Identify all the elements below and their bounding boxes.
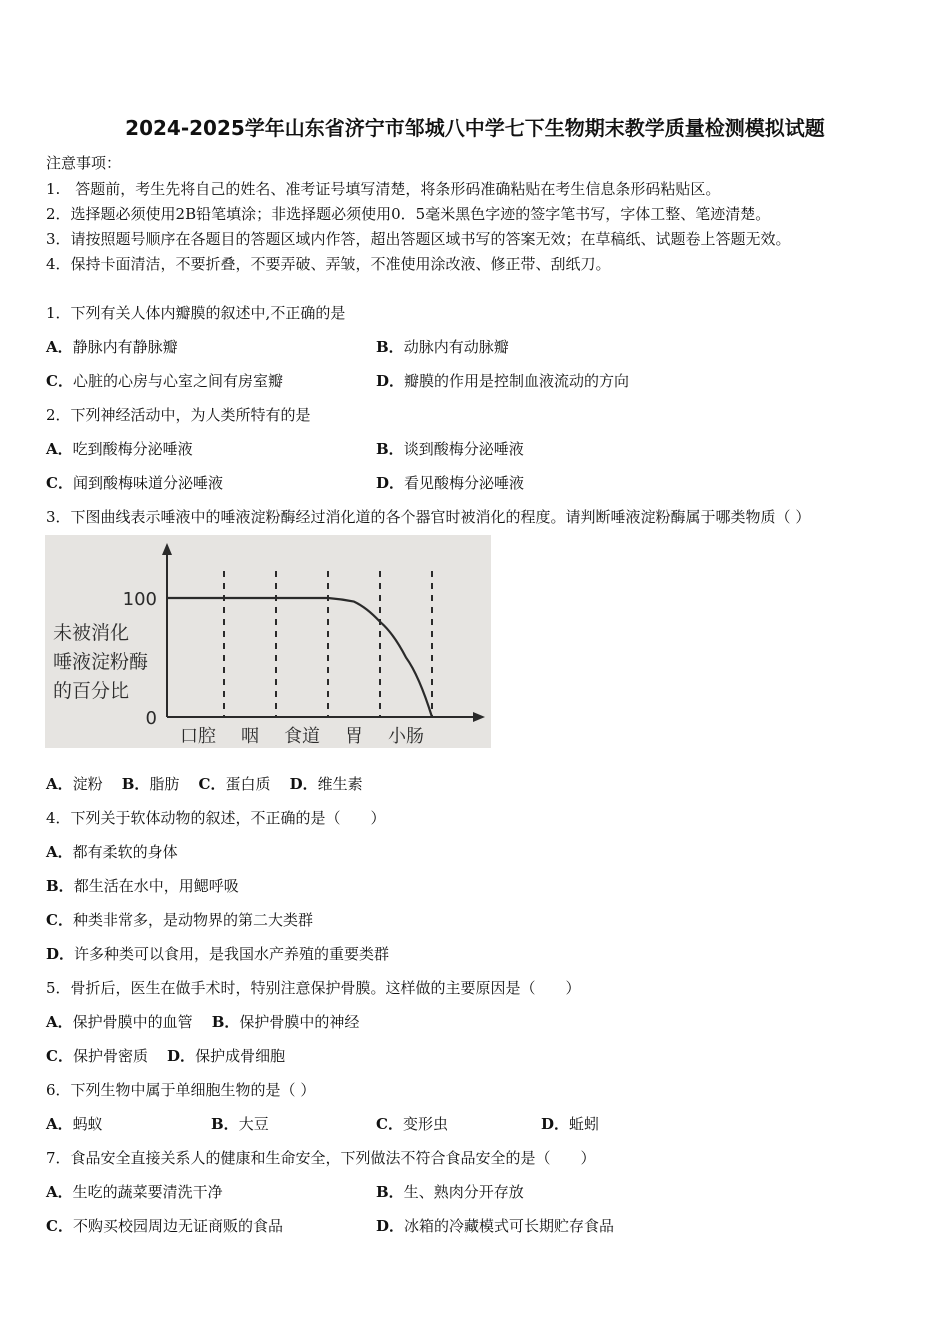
option-text: 都有柔软的身体 — [72, 843, 178, 861]
option-text: 看见酸梅分泌唾液 — [404, 474, 525, 492]
option-label: D． — [376, 1217, 405, 1235]
option-text: 蛋白质 — [225, 775, 271, 793]
option-label: C． — [376, 1115, 403, 1133]
question-stem: 6．下列生物中属于单细胞生物的是（ ） — [46, 1081, 316, 1099]
option-label: D． — [167, 1047, 196, 1065]
x-tick-label: 食道 — [284, 726, 320, 747]
option-label: A． — [46, 1115, 73, 1133]
option-b[interactable] — [211, 1113, 269, 1134]
option-label: A． — [46, 775, 73, 793]
option-b[interactable] — [46, 875, 239, 896]
question-stem: 5．骨折后，医生在做手术时，特别注意保护骨膜。这样做的主要原因是（ ） — [46, 979, 581, 997]
option-label: B． — [211, 1013, 240, 1031]
option-text: 蚂蚁 — [72, 1115, 103, 1133]
option-text: 维生素 — [317, 775, 363, 793]
y-tick-label: 0 — [145, 708, 157, 729]
notice-item: 4．保持卡面清洁，不要折叠，不要弄破、弄皱，不准使用涂改液、修正带、刮纸刀。 — [46, 255, 611, 273]
option-text: 保护成骨细胞 — [195, 1047, 286, 1065]
option-text: 闻到酸梅味道分泌唾液 — [72, 474, 223, 492]
option-text: 心脏的心房与心室之间有房室瓣 — [72, 372, 283, 390]
option-text: 淀粉 — [72, 775, 103, 793]
notice-item: 2．选择题必须使用2B铅笔填涂；非选择题必须使用0．5毫米黑色字迹的签字笔书写，字体工整、笔迹清楚。 — [46, 205, 771, 223]
option-label: B． — [211, 1115, 239, 1133]
option-label: C． — [46, 372, 73, 390]
option-label: C． — [46, 911, 73, 929]
notice-item: 1. 答题前，考生先将自己的姓名、准考证号填写清楚，将条形码准确粘贴在考生信息条形码粘贴区。 — [46, 180, 721, 198]
option-text: 谈到酸梅分泌唾液 — [403, 440, 524, 458]
option-text: 不购买校园周边无证商贩的食品 — [72, 1217, 283, 1235]
option-d[interactable] — [46, 943, 389, 964]
option-c[interactable] — [46, 370, 283, 391]
notice-item: 3．请按照题号顺序在各题目的答题区域内作答，超出答题区域书写的答案无效；在草稿纸、试题卷上答题无效。 — [46, 230, 791, 248]
page-title: 2024-2025学年山东省济宁市邹城八中学七下生物期末教学质量检测模拟试题 — [125, 116, 825, 140]
option-text: 脂肪 — [149, 775, 180, 793]
option-c[interactable] — [46, 1047, 148, 1065]
question-stem: 3．下图曲线表示唾液中的唾液淀粉酶经过消化道的各个器官时被消化的程度。请判断唾液淀粉酶属于哪类物质（ ） — [46, 508, 811, 526]
option-label: A． — [46, 1013, 73, 1031]
option-label: B． — [376, 440, 404, 458]
option-c[interactable] — [46, 1215, 283, 1236]
option-row — [46, 773, 363, 794]
option-label: C． — [198, 775, 226, 793]
option-d[interactable] — [376, 472, 524, 493]
question-stem: 7．食品安全直接关系人的健康和生命安全，下列做法不符合食品安全的是（ ） — [46, 1149, 596, 1167]
y-axis-label: 的百分比 — [53, 680, 130, 702]
option-text: 冰箱的冷藏模式可长期贮存食品 — [404, 1217, 615, 1235]
option-label: B． — [46, 877, 74, 895]
option-c[interactable] — [199, 775, 271, 793]
option-text: 许多种类可以食用，是我国水产养殖的重要类群 — [74, 945, 390, 963]
option-b[interactable] — [122, 775, 180, 793]
option-c[interactable] — [46, 909, 313, 930]
option-a[interactable] — [46, 1013, 193, 1031]
option-b[interactable] — [212, 1013, 360, 1031]
option-c[interactable] — [46, 472, 223, 493]
x-tick-label: 口腔 — [180, 726, 216, 747]
option-label: A． — [46, 843, 73, 861]
option-label: D． — [541, 1115, 570, 1133]
option-label: A． — [46, 1183, 73, 1201]
digestion-chart — [45, 535, 491, 748]
option-b[interactable] — [376, 438, 524, 459]
option-text: 种类非常多，是动物界的第二大类群 — [72, 911, 313, 929]
option-label: B． — [376, 1183, 404, 1201]
option-text: 保护骨膜中的神经 — [239, 1013, 360, 1031]
chart-svg — [45, 535, 491, 748]
option-row — [46, 1011, 359, 1032]
x-tick-label: 胃 — [345, 726, 363, 747]
question-stem: 4．下列关于软体动物的叙述，不正确的是（ ） — [46, 809, 386, 827]
option-label: A． — [46, 440, 73, 458]
option-label: D． — [376, 372, 405, 390]
notice-heading: 注意事项： — [46, 154, 122, 172]
option-text: 蚯蚓 — [569, 1115, 600, 1133]
option-label: D． — [289, 775, 318, 793]
x-axis-arrow — [473, 712, 485, 722]
y-axis-label: 未被消化 — [53, 622, 130, 644]
option-label: D． — [376, 474, 405, 492]
option-d[interactable] — [376, 370, 629, 391]
option-text: 保护骨密质 — [72, 1047, 148, 1065]
option-text: 动脉内有动脉瓣 — [403, 338, 509, 356]
y-tick-label: 100 — [122, 589, 157, 610]
option-label: A． — [46, 338, 73, 356]
option-d[interactable] — [376, 1215, 614, 1236]
option-a[interactable] — [46, 1113, 103, 1134]
option-text: 保护骨膜中的血管 — [72, 1013, 193, 1031]
option-d[interactable] — [541, 1113, 599, 1134]
y-axis-arrow — [162, 543, 172, 555]
option-text: 瓣膜的作用是控制血液流动的方向 — [404, 372, 630, 390]
option-b[interactable] — [376, 1181, 524, 1202]
option-label: C． — [46, 1047, 73, 1065]
option-d[interactable] — [290, 775, 363, 793]
option-text: 生吃的蔬菜要清洗干净 — [72, 1183, 223, 1201]
option-label: C． — [46, 474, 73, 492]
option-text: 都生活在水中，用鳃呼吸 — [73, 877, 239, 895]
option-text: 生、熟肉分开存放 — [403, 1183, 524, 1201]
option-text: 吃到酸梅分泌唾液 — [72, 440, 193, 458]
option-b[interactable] — [376, 336, 509, 357]
x-tick-label: 咽 — [241, 726, 259, 747]
option-a[interactable] — [46, 775, 103, 793]
option-d[interactable] — [167, 1047, 285, 1065]
option-row — [46, 1045, 285, 1066]
option-a[interactable] — [46, 1181, 223, 1202]
option-a[interactable] — [46, 336, 178, 357]
option-a[interactable] — [46, 841, 178, 862]
option-text: 大豆 — [238, 1115, 269, 1133]
y-axis-label: 唾液淀粉酶 — [53, 651, 149, 673]
option-label: B． — [376, 338, 404, 356]
question-stem: 2．下列神经活动中，为人类所特有的是 — [46, 406, 311, 424]
option-label: B． — [121, 775, 150, 793]
option-text: 变形虫 — [402, 1115, 448, 1133]
series-line — [167, 598, 432, 717]
option-c[interactable] — [376, 1113, 448, 1134]
option-label: D． — [46, 945, 75, 963]
x-tick-label: 小肠 — [388, 726, 424, 747]
option-a[interactable] — [46, 438, 193, 459]
option-label: C． — [46, 1217, 73, 1235]
option-text: 静脉内有静脉瓣 — [72, 338, 178, 356]
question-stem: 1．下列有关人体内瓣膜的叙述中,不正确的是 — [46, 304, 346, 322]
